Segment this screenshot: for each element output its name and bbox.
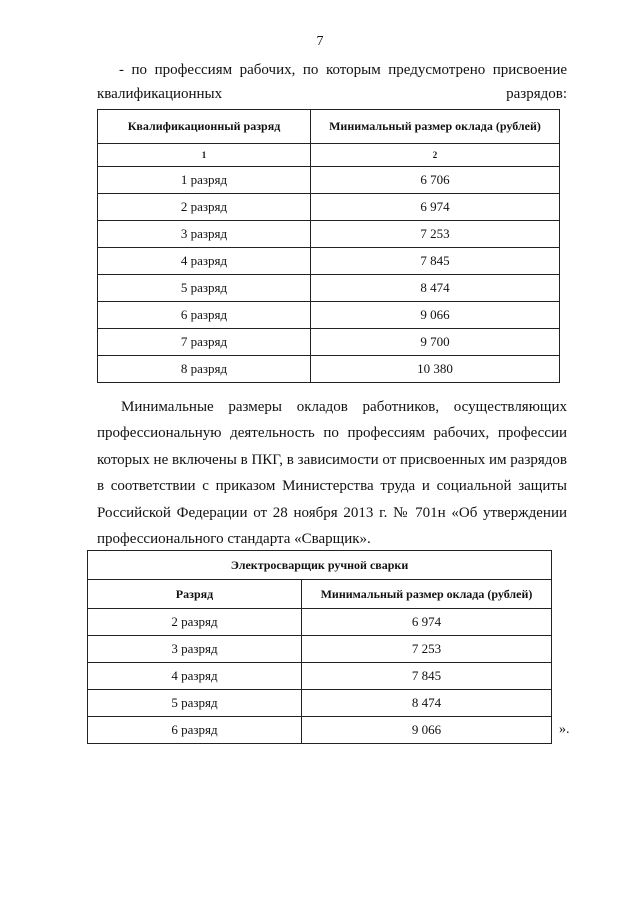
grade-cell: 4 разряд [88, 663, 302, 690]
intro-text [97, 58, 567, 106]
grade-cell: 1 разряд [98, 167, 311, 194]
grade-cell: 2 разряд [98, 194, 311, 221]
table-row [98, 248, 560, 275]
table-row [98, 194, 560, 221]
grade-cell: 3 разряд [88, 636, 302, 663]
table1-column-number: 1 [98, 144, 311, 167]
salary-cell: 7 253 [302, 636, 552, 663]
salary-cell: 6 974 [311, 194, 560, 221]
table-row [88, 717, 552, 744]
salary-cell: 10 380 [311, 356, 560, 383]
salary-cell: 8 474 [302, 690, 552, 717]
table-row [88, 609, 552, 636]
table-row [88, 663, 552, 690]
intro-line: - по профессиям рабочих, по которым предусмотрено присвоение квалификационных разрядов: [97, 62, 567, 102]
table-row [98, 356, 560, 383]
salary-cell: 9 066 [302, 717, 552, 744]
salary-cell: 7 253 [311, 221, 560, 248]
salary-cell: 6 706 [311, 167, 560, 194]
table-row [98, 167, 560, 194]
table1-header-grade: Квалификационный разряд [98, 110, 311, 144]
grade-cell: 5 разряд [98, 275, 311, 302]
salary-cell: 6 974 [302, 609, 552, 636]
paragraph-text: Минимальные размеры окладов работников, осуществляющих профессиональную деятельность по профессиям рабочих, профессии которых не включены в ПКГ, в зависимости от присвоенных им разрядов в соответствии с приказом Министерства труда и социальной защиты Российской Федерации от 28 ноября 2013 г. № 701н «Об утверждении профессионального стандарта «Сварщик». [97, 399, 567, 548]
grade-cell: 3 разряд [98, 221, 311, 248]
grade-cell: 6 разряд [88, 717, 302, 744]
table-row [88, 690, 552, 717]
table-row [98, 275, 560, 302]
closing-quote: ». [559, 722, 570, 737]
salary-cell: 9 066 [311, 302, 560, 329]
grade-cell: 8 разряд [98, 356, 311, 383]
grade-cell: 5 разряд [88, 690, 302, 717]
salary-cell: 7 845 [302, 663, 552, 690]
qualification-salary-table [97, 109, 560, 383]
table-row [98, 329, 560, 356]
table2-header-salary: Минимальный размер оклада (рублей) [302, 580, 552, 609]
grade-cell: 2 разряд [88, 609, 302, 636]
salary-cell: 9 700 [311, 329, 560, 356]
grade-cell: 7 разряд [98, 329, 311, 356]
table1-header-salary: Минимальный размер оклада (рублей) [311, 110, 560, 144]
table2-title: Электросварщик ручной сварки [88, 551, 552, 580]
welder-salary-table [87, 550, 552, 744]
page-number: 7 [316, 34, 324, 49]
grade-cell: 6 разряд [98, 302, 311, 329]
grade-cell: 4 разряд [98, 248, 311, 275]
table2-header-grade: Разряд [88, 580, 302, 609]
salary-cell: 7 845 [311, 248, 560, 275]
body-paragraph [97, 394, 567, 552]
salary-cell: 8 474 [311, 275, 560, 302]
table-row [88, 636, 552, 663]
table1-column-number: 2 [311, 144, 560, 167]
table-row [98, 221, 560, 248]
table-row [98, 302, 560, 329]
